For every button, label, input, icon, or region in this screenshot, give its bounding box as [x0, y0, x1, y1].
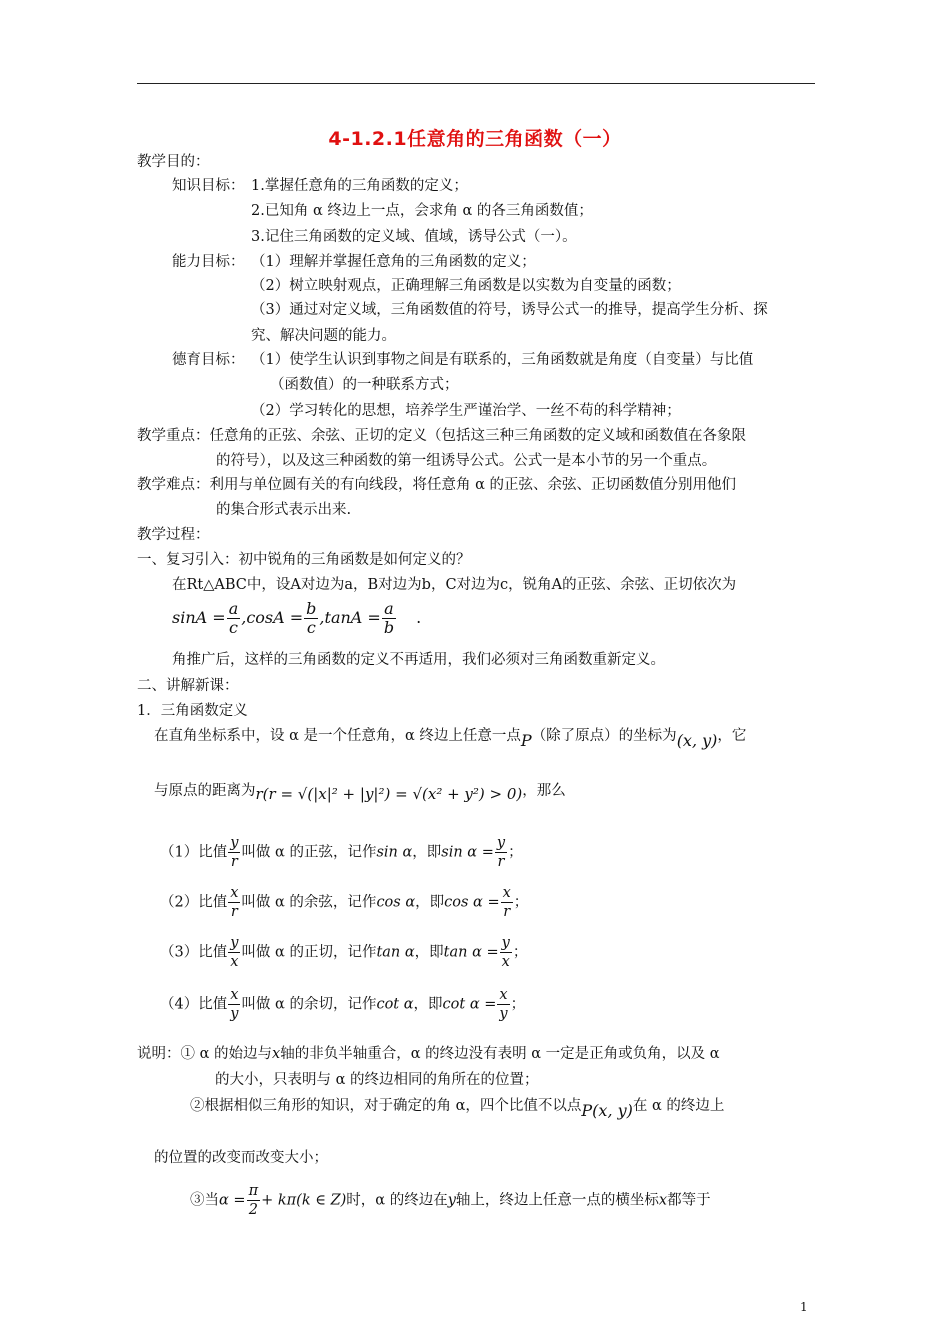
definition-item: （2）比值 $\frac{x}{r}$ 叫做 α 的余弦，记作cos α，即cos α = $\frac{x}{r}$ ； [160, 885, 529, 920]
ability-item: 究、解决问题的能力。 [251, 328, 396, 344]
moral-item: （函数值）的一种联系方式； [270, 377, 459, 393]
definition-line: 与原点的距离为r(r = √(|x|² + |y|²) = √(x² + y²) > 0)，那么 [154, 783, 566, 803]
definition-line: 在直角坐标系中，设 α 是一个任意角，α 终边上任意一点P（除了原点）的坐标为(x, y)，它 [154, 728, 747, 750]
definition-subheading: 1．三角函数定义 [137, 703, 248, 719]
difficult-points-cont: 的集合形式表示出来. [216, 502, 352, 518]
knowledge-item: 3.记住三角函数的定义域、值域，诱导公式（一）。 [251, 229, 577, 245]
ability-item: （1）理解并掌握任意角的三角函数的定义； [251, 254, 536, 270]
definition-item: （3）比值 $\frac{y}{x}$ 叫做 α 的正切，记作tan α，即tan α = $\frac{y}{x}$ ； [160, 935, 528, 970]
ability-item: （2）树立映射观点，正确理解三角函数是以实数为自变量的函数； [251, 278, 681, 294]
moral-item: （2）学习转化的思想，培养学生严谨治学、一丝不苟的科学精神； [251, 403, 681, 419]
process-heading: 教学过程： [137, 527, 210, 543]
note-2: ②根据相似三角形的知识，对于确定的角 α，四个比值不以点P(x, y)在 α 的终边上 [190, 1098, 725, 1120]
ability-label: 能力目标： [172, 254, 245, 270]
moral-label: 德育目标： [172, 352, 245, 368]
key-points-cont: 的符号），以及这三种函数的第一组诱导公式。公式一是本小节的另一个重点。 [216, 453, 717, 469]
acute-trig-formula: sinA = $\frac{a}{c}$ ,cosA = $\frac{b}{c}$ ,tanA = $\frac{a}{b}$ . [172, 599, 422, 637]
definition-item: （4）比值 $\frac{x}{y}$ 叫做 α 的余切，记作cot α，即cot α = $\frac{x}{y}$ ； [160, 987, 526, 1022]
definition-item: （1）比值 $\frac{y}{r}$ 叫做 α 的正弦，记作sin α，即sin α = $\frac{y}{r}$ ； [160, 835, 523, 870]
page-title: 4-1.2.1任意角的三角函数（一） [328, 128, 622, 150]
section1-line: 角推广后，这样的三角函数的定义不再适用，我们必须对三角函数重新定义。 [172, 652, 665, 668]
note-3: ③当α = $\frac{\pi}{2}$ + kπ(k ∈ Z)时，α 的终边在y轴上，终边上任意一点的横坐标x都等于 [190, 1183, 711, 1218]
page-number: 1 [800, 1300, 808, 1314]
note-1: 说明：① α 的始边与x轴的非负半轴重合，α 的终边没有表明 α 一定是正角或负角，以及 α [137, 1046, 720, 1062]
ability-item: （3）通过对定义域，三角函数值的符号，诱导公式一的推导，提高学生分析、探 [251, 302, 768, 318]
note-2-cont: 的位置的改变而改变大小； [154, 1150, 328, 1166]
section1-heading: 一、复习引入：初中锐角的三角函数是如何定义的？ [137, 552, 471, 568]
knowledge-item: 1.掌握任意角的三角函数的定义； [251, 178, 468, 194]
section2-heading: 二、讲解新课： [137, 678, 239, 694]
header-rule [137, 83, 815, 84]
knowledge-label: 知识目标： [172, 178, 245, 194]
moral-item: （1）使学生认识到事物之间是有联系的，三角函数就是角度（自变量）与比值 [251, 352, 754, 368]
knowledge-item: 2.已知角 α 终边上一点，会求角 α 的各三角函数值； [251, 203, 593, 219]
objectives-heading: 教学目的： [137, 154, 210, 170]
key-points: 教学重点：任意角的正弦、余弦、正切的定义（包括这三种三角函数的定义域和函数值在各象限 [137, 428, 746, 444]
difficult-points: 教学难点：利用与单位圆有关的有向线段，将任意角 α 的正弦、余弦、正切函数值分别用他们 [137, 477, 737, 493]
section1-line: 在Rt△ABC中，设A对边为a，B对边为b，C对边为c，锐角A的正弦、余弦、正切依次为 [172, 577, 737, 593]
note-1-cont: 的大小，只表明与 α 的终边相同的角所在的位置； [215, 1072, 539, 1088]
